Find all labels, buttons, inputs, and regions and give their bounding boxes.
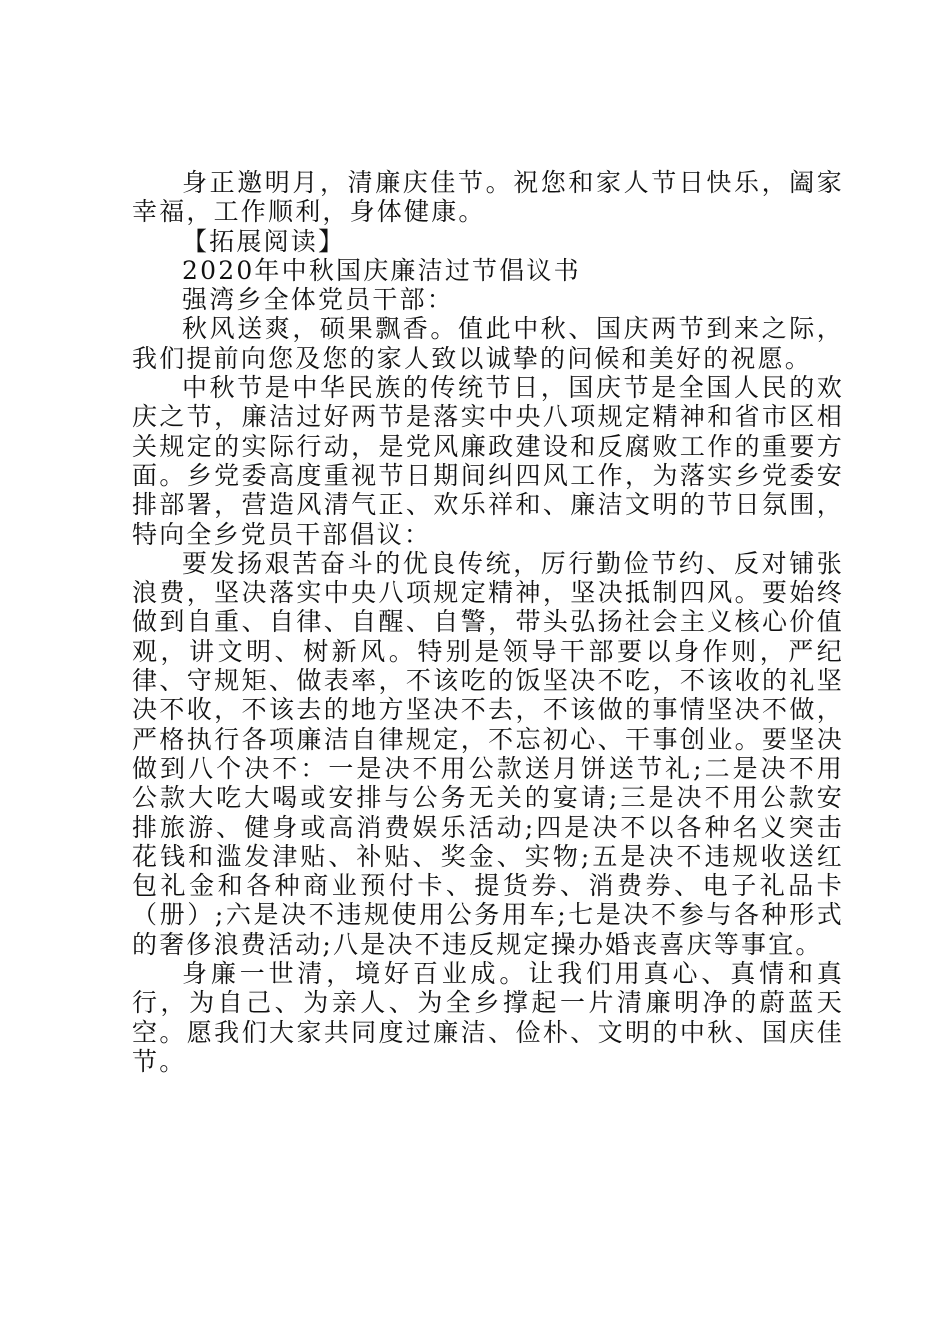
requirements-paragraph: 要发扬艰苦奋斗的优良传统，厉行勤俭节约、反对铺张浪费，坚决落实中央八项规定精神，坚决抵制四风。要始终做到自重、自律、自醒、自警，带头弘扬社会主义核心价值观，讲文明、树新风。特别是领导干部要以身作则，严纪律、守规矩、做表率，不该吃的饭坚决不吃，不该收的礼坚决不收，不该去的地方坚决不去，不该做的事情坚决不做，严格执行各项廉洁自律规定，不忘初心、干事创业。要坚决做到八个决不：一是决不用公款送月饼送节礼;二是决不用公款大吃大喝或安排与公务无关的宴请;三是决不用公款安排旅游、健身或高消费娱乐活动;四是决不以各种名义突击花钱和滥发津贴、补贴、奖金、实物;五是决不违规收送红包礼金和各种商业预付卡、提货券、消费券、电子礼品卡（册）;六是决不违规使用公务用车;七是决不参与各种形式的奢侈浪费活动;八是决不违反规定操办婚丧喜庆等事宜。	[132, 548, 844, 959]
closing-paragraph: 身廉一世清，境好百业成。让我们用真心、真情和真行，为自己、为亲人、为全乡撑起一片清廉明净的蔚蓝天空。愿我们大家共同度过廉洁、俭朴、文明的中秋、国庆佳节。	[132, 959, 844, 1076]
closing-greeting-paragraph: 身正邀明月，清廉庆佳节。祝您和家人节日快乐，阖家幸福，工作顺利，身体健康。	[132, 168, 844, 227]
background-paragraph: 中秋节是中华民族的传统节日，国庆节是全国人民的欢庆之节，廉洁过好两节是落实中央八项规定精神和省市区相关规定的实际行动，是党风廉政建设和反腐败工作的重要方面。乡党委高度重视节日期间纠四风工作，为落实乡党委安排部署，营造风清气正、欢乐祥和、廉洁文明的节日氛围，特向全乡党员干部倡议：	[132, 373, 844, 549]
opening-paragraph: 秋风送爽，硕果飘香。值此中秋、国庆两节到来之际，我们提前向您及您的家人致以诚挚的问候和美好的祝愿。	[132, 314, 844, 373]
extended-reading-heading: 【拓展阅读】	[182, 226, 346, 256]
document-body	[132, 168, 844, 1076]
proposal-title: 2020年中秋国庆廉洁过节倡议书	[182, 255, 581, 285]
salutation: 强湾乡全体党员干部：	[182, 285, 455, 315]
